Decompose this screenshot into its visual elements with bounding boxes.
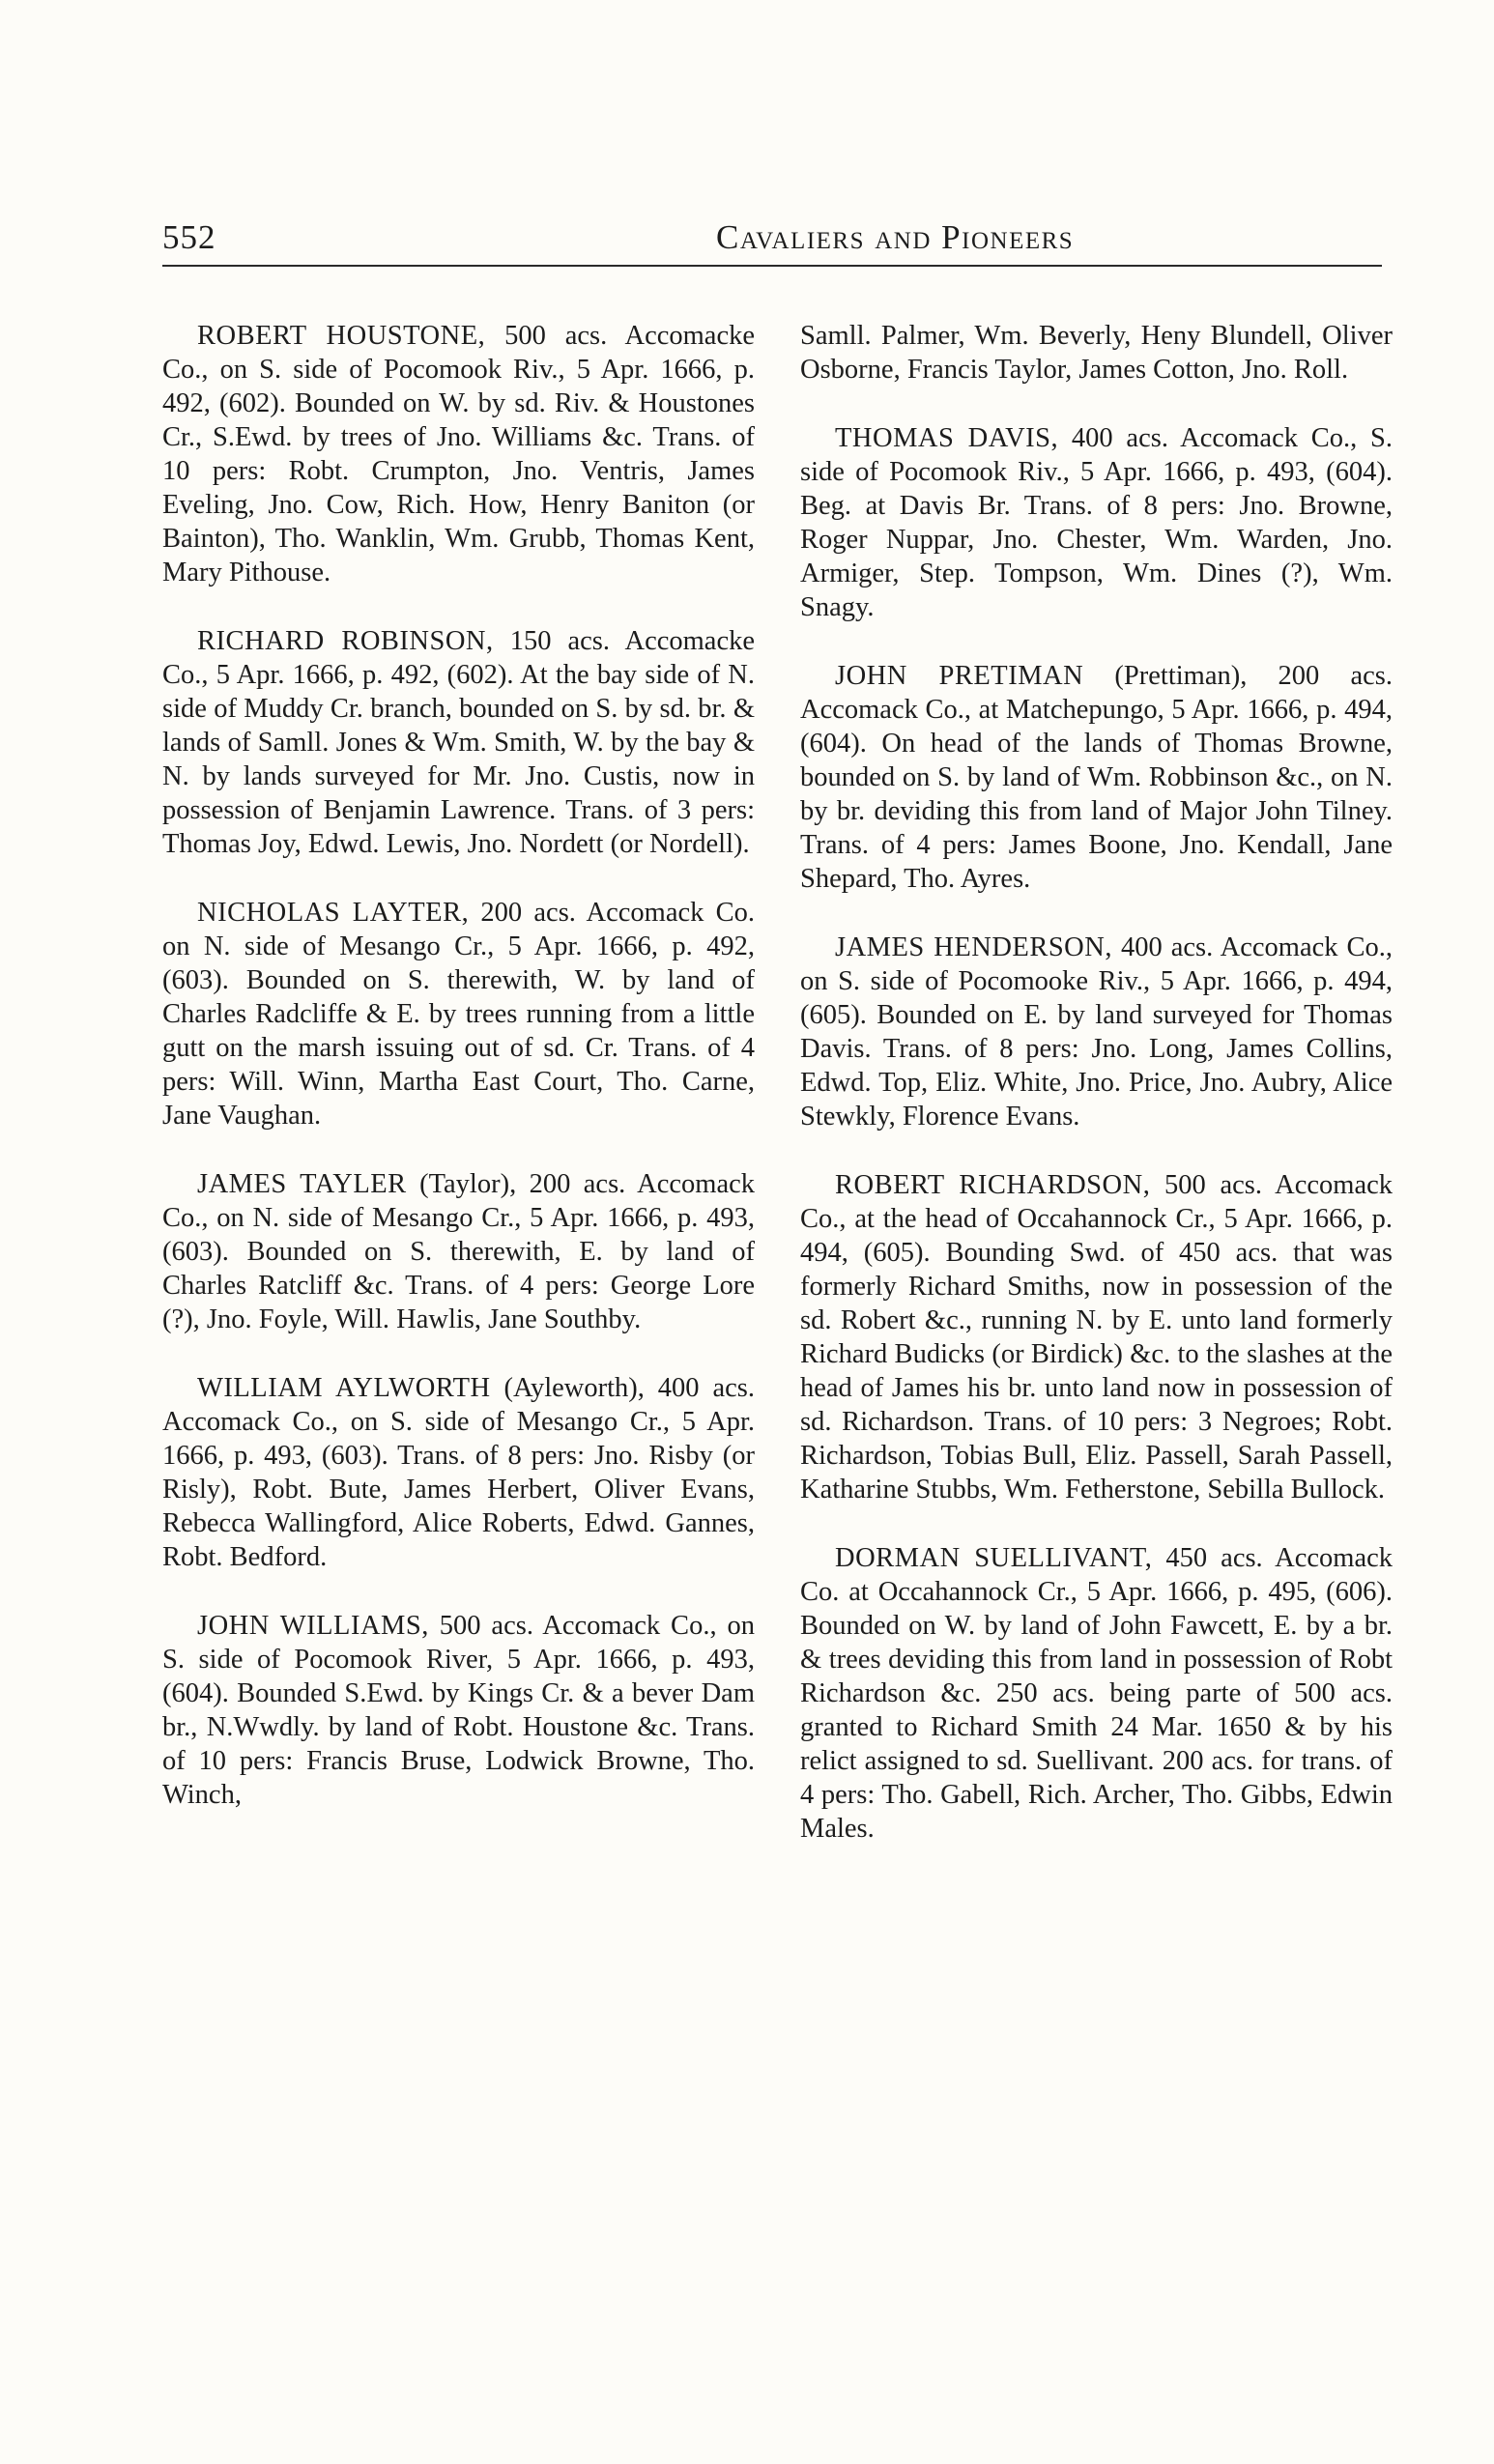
land-grant-entry [162,319,755,589]
grantee-name: JAMES HENDERSON, [835,932,1112,962]
grantee-name: RICHARD ROBINSON, [197,626,494,656]
entry-text: (Taylor), 200 acs. Accomack Co., on N. side of Mesango Cr., 5 Apr. 1666, p. 493, (603). Bounded on S. therewith, E. by land of Charles Ratcliff &c. Trans. of 4 pers: George Lore (?), Jno. Foyle, Will. Hawlis, Jane Southby. [162,1169,755,1334]
grantee-name: NICHOLAS LAYTER, [197,898,470,928]
page-number: 552 [162,218,216,256]
grantee-name: WILLIAM AYLWORTH [197,1373,491,1403]
page-header [162,215,1382,267]
land-grant-entry [162,624,755,861]
entry-text: 500 acs. Accomacke Co., on S. side of Pocomook Riv., 5 Apr. 1666, p. 492, (602). Bounded on W. by sd. Riv. & Houstones Cr., S.Ewd. by trees of Jno. Williams &c. Trans. of 10 pers: Robt. Crumpton, Jno. Ventris, James Eveling, Jno. Cow, Rich. How, Henry Baniton (or Bainton), Tho. Wanklin, Wm. Grubb, Thomas Kent, Mary Pithouse. [162,321,755,587]
entry-text: 500 acs. Accomack Co., on S. side of Pocomook River, 5 Apr. 1666, p. 493, (604). Bounded S.Ewd. by Kings Cr. & a bever Dam br., N.Wwdly. by land of Robt. Houstone &c. Trans. of 10 pers: Francis Bruse, Lodwick Browne, Tho. Winch, [162,1611,755,1810]
grantee-name: ROBERT RICHARDSON, [835,1170,1151,1200]
land-grant-entry [800,1541,1393,1846]
land-grant-entry [800,421,1393,624]
land-grant-entry [800,659,1393,896]
grantee-name: JAMES TAYLER [197,1169,407,1199]
land-grant-entry [800,1168,1393,1506]
entry-text: 400 acs. Accomack Co., S. side of Pocomook Riv., 5 Apr. 1666, p. 493, (604). Beg. at Davis Br. Trans. of 8 pers: Jno. Browne, Roger Nuppar, Jno. Chester, Wm. Warden, Jno. Armiger, Step. Tompson, Wm. Dines (?), Wm. Snagy. [800,423,1393,622]
entry-text: 200 acs. Accomack Co. on N. side of Mesango Cr., 5 Apr. 1666, p. 492, (603). Bounded on S. therewith, W. by land of Charles Radcliffe & E. by trees running from a little gutt on the marsh issuing out of sd. Cr. Trans. of 4 pers: Will. Winn, Martha East Court, Tho. Carne, Jane Vaughan. [162,898,755,1131]
entry-text: (Ayleworth), 400 acs. Accomack Co., on S. side of Mesango Cr., 5 Apr. 1666, p. 493, (603). Trans. of 8 pers: Jno. Risby (or Risly), Robt. Bute, James Herbert, Oliver Evans, Rebecca Wallingford, Alice Roberts, Edwd. Gannes, Robt. Bedford. [162,1373,755,1572]
land-grant-entry [162,1371,755,1574]
entry-text: 150 acs. Accomacke Co., 5 Apr. 1666, p. 492, (602). At the bay side of N. side of Muddy Cr. branch, bounded on S. by sd. br. & lands of Samll. Jones & Wm. Smith, W. by the bay & N. by lands surveyed for Mr. Jno. Custis, now in possession of Benjamin Lawrence. Trans. of 3 pers: Thomas Joy, Edwd. Lewis, Jno. Nordett (or Nordell). [162,626,755,859]
right-column [800,319,1393,1880]
grantee-name: THOMAS DAVIS, [835,423,1059,453]
land-grant-entry [162,896,755,1132]
entry-text: 450 acs. Accomack Co. at Occahannock Cr., 5 Apr. 1666, p. 495, (606). Bounded on W. by land of John Fawcett, E. by a br. & trees deviding this from land in possession of Robt Richardson &c. 250 acs. being parte of 500 acs. granted to Richard Smith 24 Mar. 1650 & by his relict assigned to sd. Suellivant. 200 acs. for trans. of 4 pers: Tho. Gabell, Rich. Archer, Tho. Gibbs, Edwin Males. [800,1543,1393,1844]
grantee-name: ROBERT HOUSTONE, [197,321,486,351]
grantee-name: DORMAN SUELLIVANT, [835,1543,1153,1573]
entry-text: (Prettiman), 200 acs. Accomack Co., at Matchepungo, 5 Apr. 1666, p. 494, (604). On head of the lands of Thomas Browne, bounded on S. by land of Wm. Robbinson &c., on N. by br. deviding this from land of Major John Tilney. Trans. of 4 pers: James Boone, Jno. Kendall, Jane Shepard, Tho. Ayres. [800,661,1393,894]
running-title: Cavaliers and Pioneers [716,218,1075,256]
entry-continuation: Samll. Palmer, Wm. Beverly, Heny Blundell, Oliver Osborne, Francis Taylor, James Cotton, Jno. Roll. [800,321,1393,385]
land-grant-entry [800,931,1393,1133]
left-column [162,319,755,1847]
grantee-name: JOHN WILLIAMS, [197,1611,429,1641]
land-grant-entry [162,1167,755,1336]
entry-text: 500 acs. Accomack Co., at the head of Occahannock Cr., 5 Apr. 1666, p. 494, (605). Bounding Swd. of 450 acs. that was formerly Richard Smiths, now in possession of the sd. Robert &c., running N. by E. unto land formerly Richard Budicks (or Birdick) &c. to the slashes at the head of James his br. unto land now in possession of sd. Richardson. Trans. of 10 pers: 3 Negroes; Robt. Richardson, Tobias Bull, Eliz. Passell, Sarah Passell, Katharine Stubbs, Wm. Fetherstone, Sebilla Bullock. [800,1170,1393,1504]
grantee-name: JOHN PRETIMAN [835,661,1084,691]
land-grant-entry [162,1609,755,1812]
entry-text: 400 acs. Accomack Co., on S. side of Pocomooke Riv., 5 Apr. 1666, p. 494, (605). Bounded on E. by land surveyed for Thomas Davis. Trans. of 8 pers: Jno. Long, James Collins, Edwd. Top, Eliz. White, Jno. Price, Jno. Aubry, Alice Stewkly, Florence Evans. [800,932,1393,1132]
